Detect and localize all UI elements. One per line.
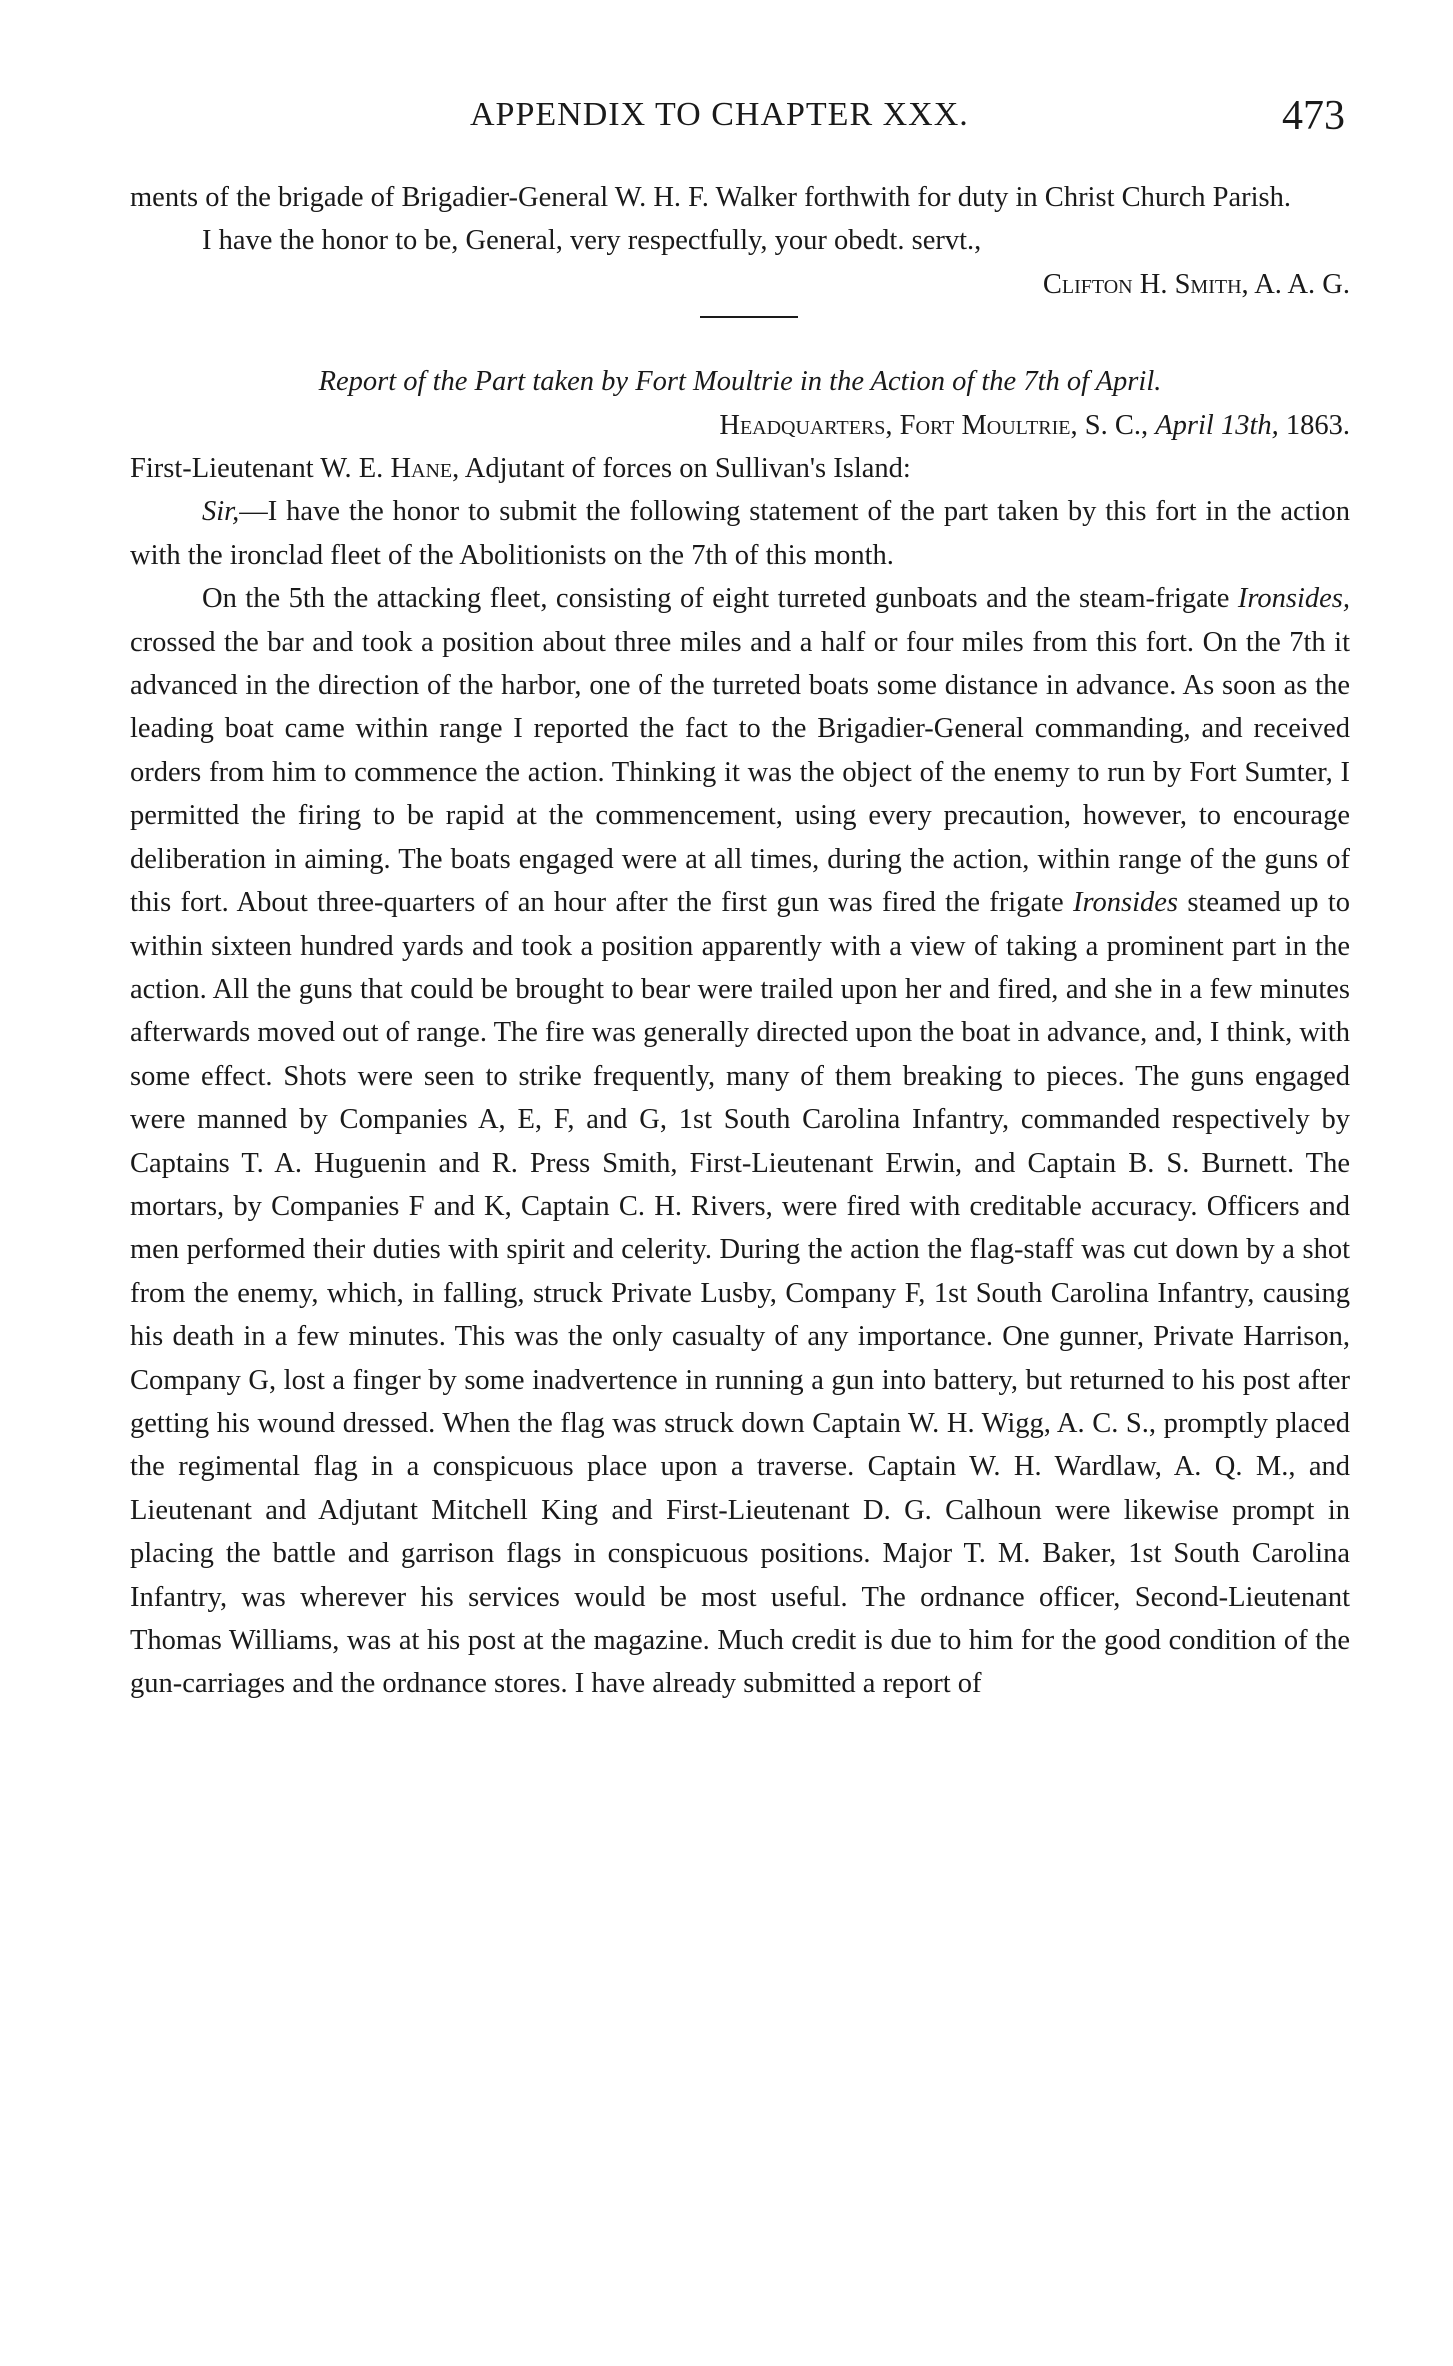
addressee-name: Hane [390,453,453,485]
letter-closing: I have the honor to be, General, very respectfully, your obedt. servt., [202,225,982,257]
report-dateline [130,404,1350,447]
dateline-place: Headquarters, Fort Moultrie, S. C., [719,409,1149,441]
section-divider [700,316,798,318]
letter-signature: Clifton H. Smith, A. A. G. [1042,268,1350,300]
dateline-date: April 13th, [1155,409,1279,441]
ship-name: Ironsides, [1237,583,1351,615]
addressee-suffix: , Adjutant of forces on Sullivan's Island: [452,453,911,485]
report-paragraph-2 [130,577,1350,1706]
report-heading: Report of the Part taken by Fort Moultrie in the Action of the 7th of April. [318,366,1162,398]
paragraph-1-text: —I have the honor to submit the following statement of the part taken by this fort in the action with the ironclad fleet of the Abolitionists on the 7th of this month. [130,496,1350,571]
ship-name: Ironsides [1072,887,1179,919]
page-body [130,176,1350,1706]
report-addressee [130,447,1350,490]
paragraph-2-part-a: On the 5th the attacking fleet, consisting of eight turreted gunboats and the steam-frigate [202,583,1230,615]
page-number: 473 [1282,93,1345,139]
letter-continuation: ments of the brigade of Brigadier-General W. H. F. Walker forthwith for duty in Christ Church Parish. [130,182,1292,213]
salutation: Sir, [202,496,240,528]
paragraph-2-part-b: crossed the bar and took a position about three miles and a half or four miles from this fort. On the 7th it advanced in the direction of the harbor, one of the turreted boats some distance in advance. As soon as the leading boat came within range I reported the fact to the Brigadier-General commanding, and received orders from him to commence the action. Thinking it was the object of the enemy to run by Fort Sumter, I permitted the firing to be rapid at the commencement, using every precaution, however, to encourage deliberation in aiming. The boats engaged were at all times, during the action, within range of the guns of this fort. About three-quarters of an hour after the first gun was fired the frigate [130,626,1350,919]
report-paragraph-1 [130,490,1350,577]
paragraph-2-part-c: steamed up to within sixteen hundred yards and took a position apparently with a view of taking a prominent part in the action. All the guns that could be brought to bear were trailed upon her and fired, and she in a few minutes afterwards moved out of range. The fire was generally directed upon the boat in advance, and, I think, with some effect. Shots were seen to strike frequently, many of them breaking to pieces. The guns engaged were manned by Companies A, E, F, and G, 1st South Carolina Infantry, commanded respectively by Captains T. A. Huguenin and R. Press Smith, First-Lieutenant Erwin, and Captain B. S. Burnett. The mortars, by Companies F and K, Captain C. H. Rivers, were fired with creditable accuracy. Officers and men performed their duties with spirit and celerity. During the action the flag-staff was cut down by a shot from the enemy, which, in falling, struck Private Lusby, Company F, 1st South Carolina Infantry, causing his death in a few minutes. This was the only casualty of any importance. One gunner, Private Harrison, Company G, lost a finger by some inadvertence in running a gun into battery, but returned to his post after getting his wound dressed. When the flag was struck down Captain W. H. Wigg, A. C. S., promptly placed the regimental flag in a conspicuous place upon a traverse. Captain W. H. Wardlaw, A. Q. M., and Lieutenant and Adjutant Mitchell King and First-Lieutenant D. G. Calhoun were likewise prompt in placing the battle and garrison flags in conspicuous positions. Major T. M. Baker, 1st South Carolina Infantry, was wherever his services would be most useful. The ordnance officer, Second-Lieutenant Thomas Williams, was at his post at the magazine. Much credit is due to him for the good condition of the gun-carriages and the ordnance stores. I have already submitted a report of [130,887,1351,1700]
running-title: APPENDIX TO CHAPTER XXX. [470,96,969,133]
addressee-prefix: First-Lieutenant W. E. [130,453,384,485]
dateline-year: 1863. [1285,409,1350,441]
